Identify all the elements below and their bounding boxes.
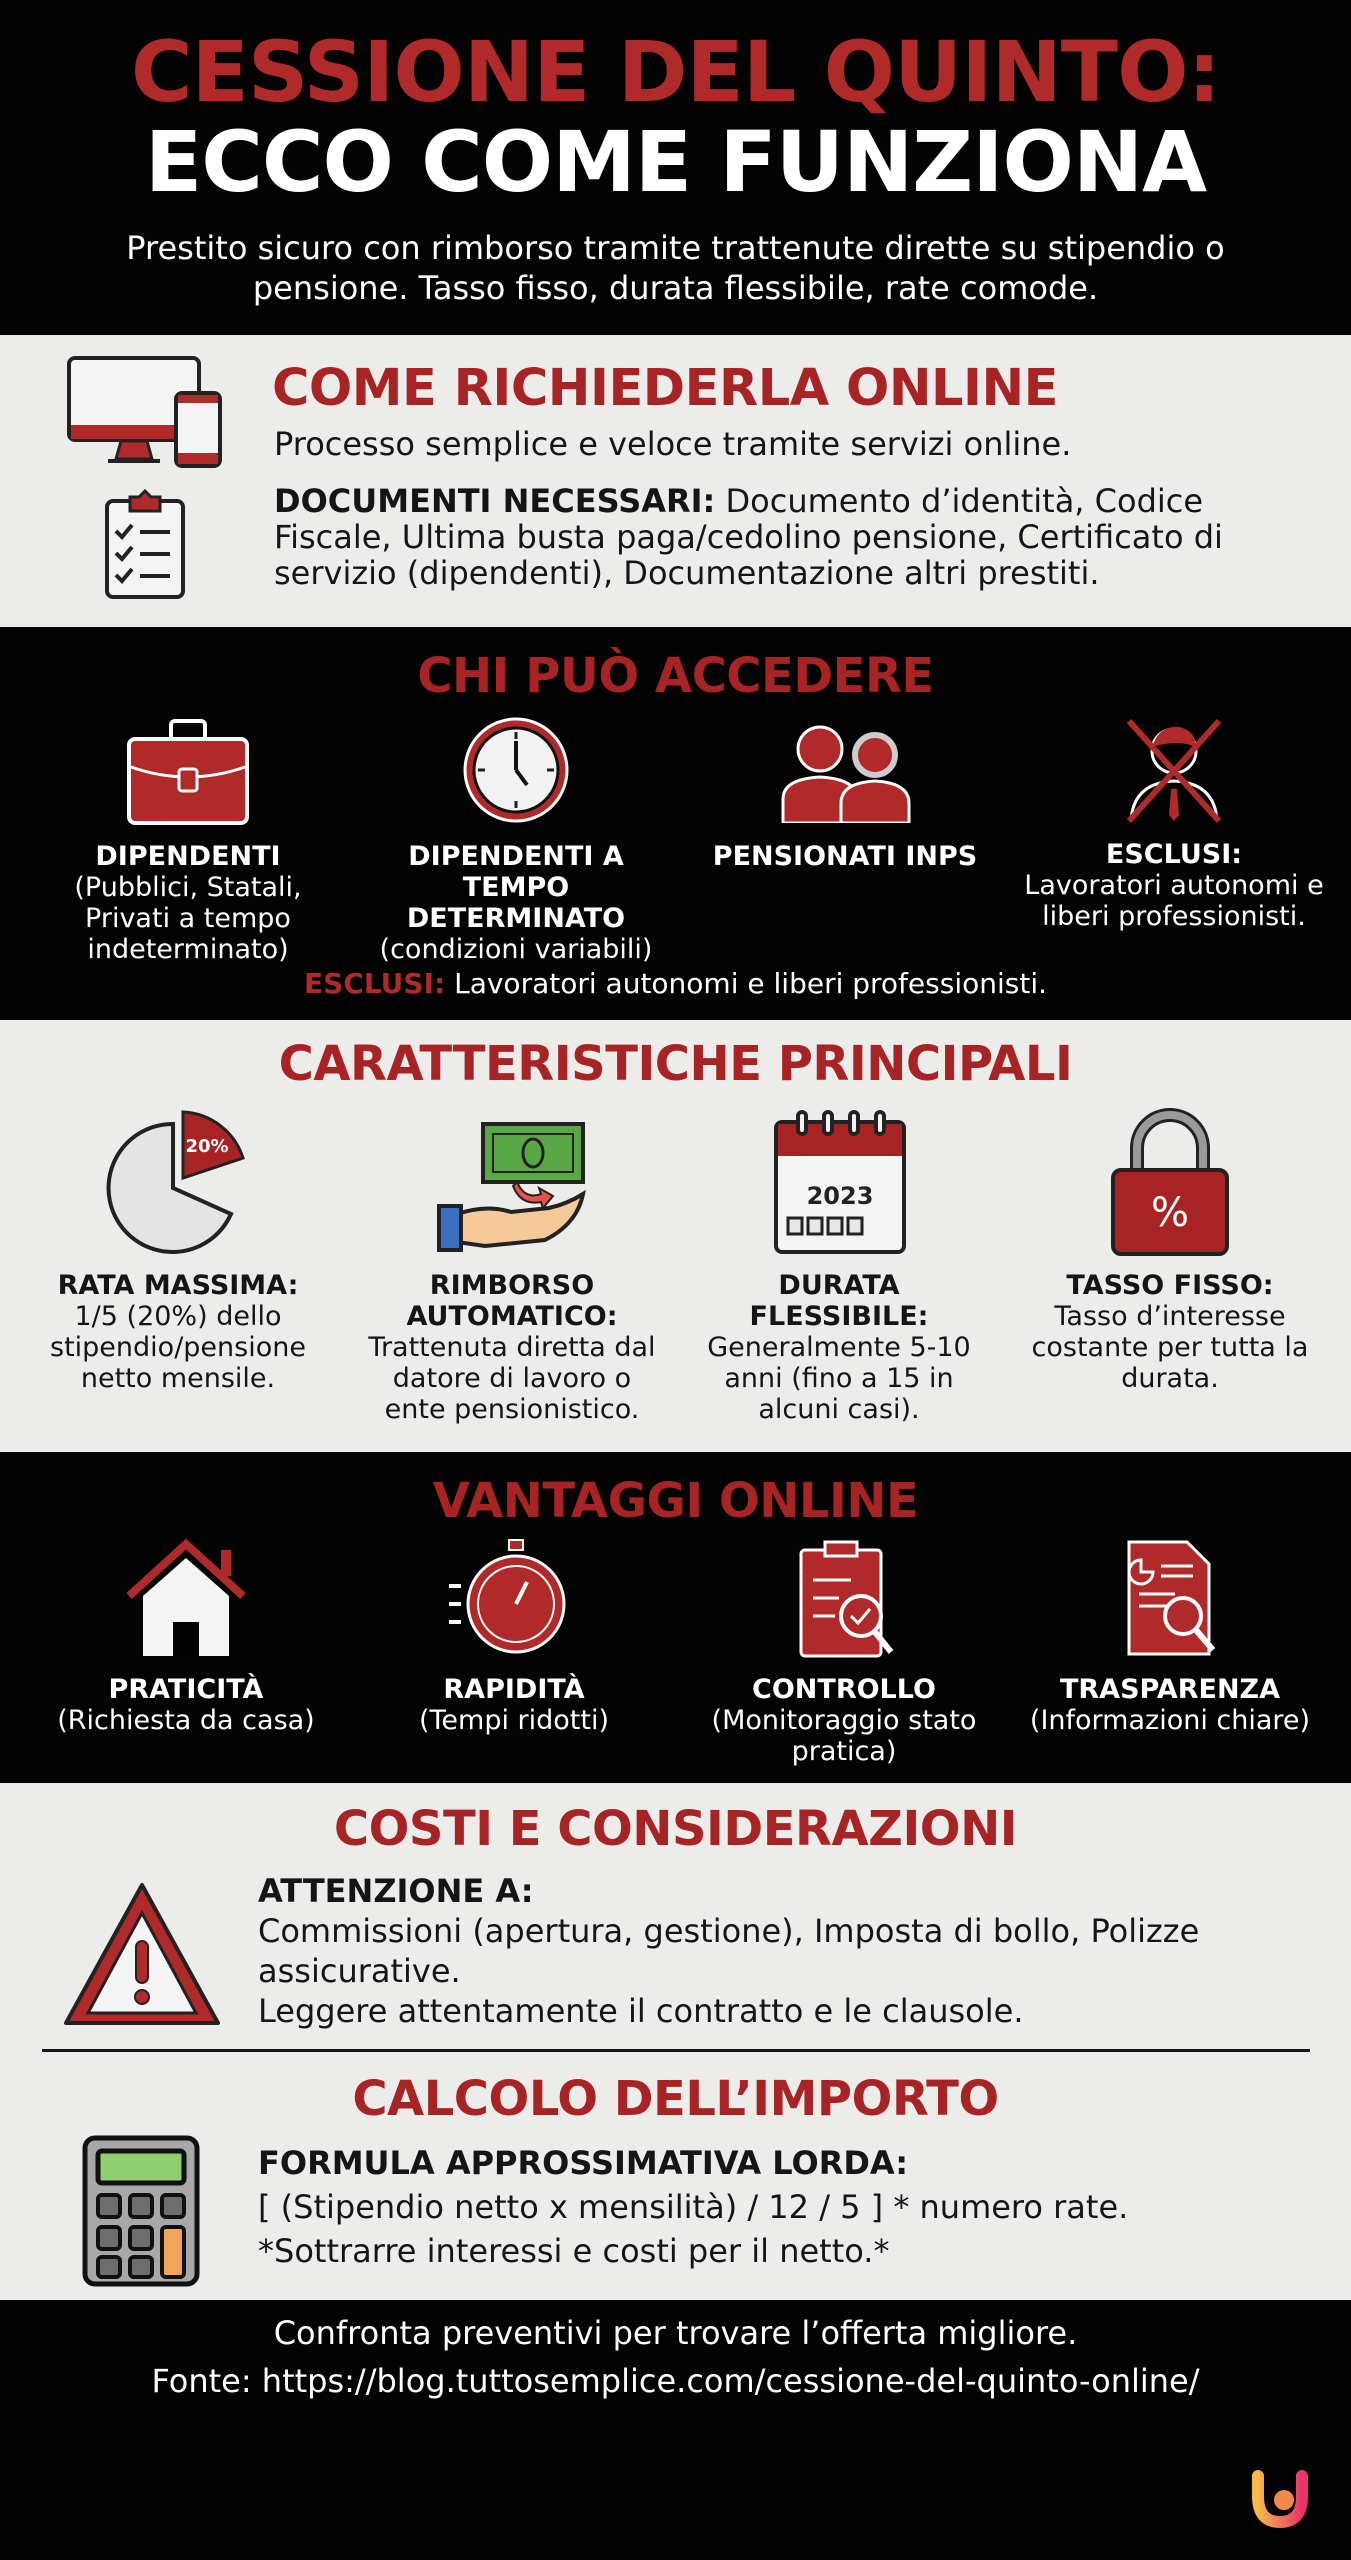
attention-block (258, 1871, 1318, 2031)
devices-icon (66, 355, 226, 470)
item-text: Tasso d’interesse costante per tutta la durata. (1031, 1301, 1309, 1394)
checklist-icon (104, 489, 186, 601)
advantage-item-transparency (1020, 1538, 1320, 1736)
item-title: CONTROLLO (752, 1674, 936, 1705)
item-title: ESCLUSI: (1105, 839, 1243, 870)
required-documents (274, 483, 1314, 591)
eligibility-item-employees (38, 717, 338, 965)
documents-list: Documento d’identità, Codice Fiscale, Ultima busta paga/cedolino pensione, Certificato di servizio (dipendenti), Documentazione altri prestiti. (274, 482, 1223, 592)
excluded-person-icon (1119, 717, 1229, 825)
divider (42, 2049, 1310, 2052)
item-text: 1/5 (20%) dello stipendio/pensione netto mensile. (50, 1301, 306, 1394)
eligibility-section (0, 627, 1351, 1020)
features-section (0, 1020, 1351, 1452)
feature-item-flexible-duration (689, 1108, 989, 1425)
online-request-section (0, 335, 1351, 627)
clipboard-check-icon (779, 1538, 909, 1658)
money-hand-icon (437, 1108, 587, 1258)
attention-costs: Commissioni (apertura, gestione), Imposta di bollo, Polizze assicurative. (258, 1912, 1200, 1990)
online-description: Processo semplice e veloce tramite servizi online. (274, 425, 1072, 463)
brand-logo-icon (1248, 2466, 1312, 2530)
item-text: (Tempi ridotti) (418, 1705, 610, 1736)
item-title: PRATICITÀ (108, 1674, 264, 1705)
advantage-item-convenience (36, 1538, 336, 1736)
section-title-calculation: CALCOLO DELL’IMPORTO (352, 2071, 999, 2127)
attention-note: Leggere attentamente il contratto e le clausole. (258, 1992, 1024, 2030)
excluded-note (0, 967, 1351, 1000)
formula-note: *Sottrarre interessi e costi per il netto.* (258, 2232, 890, 2270)
item-title: RATA MASSIMA: (57, 1270, 299, 1301)
excluded-text: Lavoratori autonomi e liberi professionisti. (445, 967, 1047, 1000)
eligibility-item-fixed-term (366, 715, 666, 965)
item-title: TRASPARENZA (1059, 1674, 1281, 1705)
section-title-costs: COSTI E CONSIDERAZIONI (333, 1801, 1018, 1857)
document-search-icon (1105, 1538, 1235, 1658)
formula-label: FORMULA APPROSSIMATIVA LORDA: (258, 2144, 909, 2182)
section-title-eligibility: CHI PUÒ ACCEDERE (417, 648, 934, 704)
item-title: DIPENDENTI (95, 841, 281, 872)
stopwatch-icon (449, 1538, 579, 1658)
attention-label: ATTENZIONE A: (258, 1872, 534, 1910)
clock-icon (461, 715, 571, 825)
title-line-1: CESSIONE DEL QUINTO: (130, 23, 1221, 121)
feature-item-automatic-repayment (362, 1108, 662, 1425)
eligibility-item-excluded (1024, 717, 1324, 932)
calculator-icon (82, 2135, 200, 2287)
subtitle: Prestito sicuro con rimborso tramite trattenute dirette su stipendio o pensione. Tasso fisso, durata flessibile, rate comode. (126, 229, 1225, 307)
eligibility-item-pensioners (695, 719, 995, 872)
house-icon (121, 1538, 251, 1658)
formula: [ (Stipendio netto x mensilità) / 12 / 5 ] * numero rate. (258, 2188, 1129, 2226)
section-title-online: COME RICHIEDERLA ONLINE (272, 359, 1058, 418)
item-text: Lavoratori autonomi e liberi professionisti. (1024, 870, 1324, 932)
pensioners-icon (775, 719, 915, 823)
briefcase-icon (125, 717, 251, 827)
footer-source-link[interactable]: Fonte: https://blog.tuttosemplice.com/cessione-del-quinto-online/ (151, 2362, 1200, 2400)
item-text: (Richiesta da casa) (57, 1705, 315, 1736)
advantages-section (0, 1452, 1351, 1783)
item-title: RAPIDITÀ (443, 1674, 585, 1705)
advantage-item-speed (364, 1538, 664, 1736)
svg-text:20%: 20% (185, 1136, 229, 1157)
svg-text:%: % (1150, 1190, 1190, 1236)
item-text: (Informazioni chiare) (1029, 1705, 1311, 1736)
section-title-features: CARATTERISTICHE PRINCIPALI (278, 1036, 1073, 1092)
padlock-percent-icon (1095, 1108, 1245, 1258)
documents-label: DOCUMENTI NECESSARI: (274, 482, 716, 520)
item-title: PENSIONATI INPS (712, 841, 978, 872)
item-text: (Pubblici, Statali, Privati a tempo indeterminato) (74, 872, 302, 965)
calculation-block (258, 2141, 1318, 2273)
item-title: DIPENDENTI A TEMPO DETERMINATO (406, 841, 626, 934)
item-title: RIMBORSO AUTOMATICO: (406, 1270, 618, 1332)
pie-chart-icon (103, 1108, 253, 1258)
title-line-2: ECCO COME FUNZIONA (144, 113, 1207, 211)
item-text: Generalmente 5-10 anni (fino a 15 in alcuni casi). (707, 1332, 971, 1425)
item-title: DURATA FLESSIBILE: (749, 1270, 929, 1332)
advantage-item-control (694, 1538, 994, 1767)
svg-text:2023: 2023 (806, 1182, 874, 1210)
item-text: (Monitoraggio stato pratica) (711, 1705, 977, 1767)
header-section (0, 0, 1351, 335)
footer-section (0, 2300, 1351, 2560)
item-title: TASSO FISSO: (1066, 1270, 1274, 1301)
item-text: (condizioni variabili) (379, 934, 653, 965)
calendar-icon (764, 1108, 914, 1258)
section-title-advantages: VANTAGGI ONLINE (432, 1473, 919, 1529)
costs-section (0, 1783, 1351, 2300)
item-text: Trattenuta diretta dal datore di lavoro o ente pensionistico. (368, 1332, 656, 1425)
warning-icon (60, 1879, 224, 2029)
excluded-label: ESCLUSI: (304, 967, 446, 1000)
footer-tagline: Confronta preventivi per trovare l’offerta migliore. (273, 2314, 1078, 2352)
feature-item-fixed-rate (1020, 1108, 1320, 1394)
feature-item-max-rate (28, 1108, 328, 1394)
